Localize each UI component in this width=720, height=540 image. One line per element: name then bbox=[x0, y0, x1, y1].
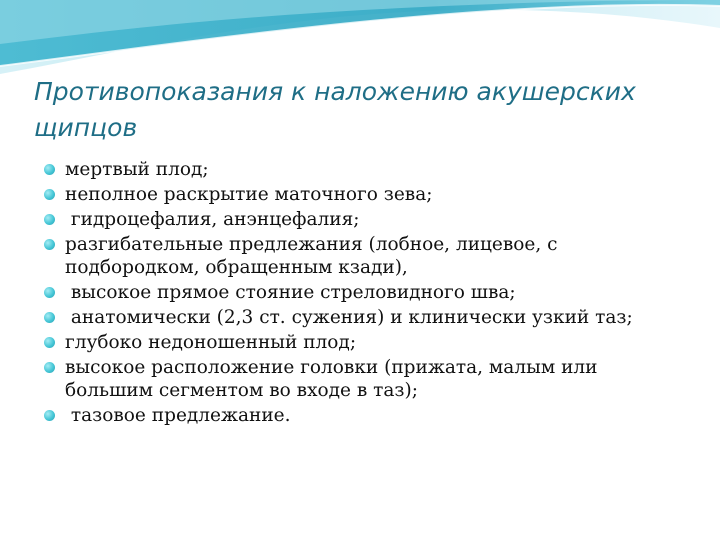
bullet-icon bbox=[44, 189, 55, 200]
list-item bbox=[44, 331, 684, 354]
list-item-text: мертвый плод; bbox=[65, 159, 209, 180]
bullet-icon bbox=[44, 312, 55, 323]
list-item bbox=[44, 183, 684, 206]
bullet-icon bbox=[44, 164, 55, 175]
header-wave-decoration bbox=[0, 0, 720, 80]
bullet-list bbox=[44, 158, 684, 429]
list-item-text: неполное раскрытие маточного зева; bbox=[65, 184, 433, 205]
list-item bbox=[44, 306, 684, 329]
bullet-icon bbox=[44, 410, 55, 421]
list-item bbox=[44, 233, 684, 279]
list-item bbox=[44, 158, 684, 181]
list-item bbox=[44, 356, 684, 402]
bullet-icon bbox=[44, 239, 55, 250]
list-item-text: гидроцефалия, анэнцефалия; bbox=[65, 209, 360, 230]
bullet-icon bbox=[44, 337, 55, 348]
list-item bbox=[44, 404, 684, 427]
list-item-text: высокое прямое стояние стреловидного шва; bbox=[65, 282, 516, 303]
bullet-icon bbox=[44, 362, 55, 373]
slide-title: Противопоказания к наложению акушерских щипцов bbox=[34, 77, 636, 142]
list-item-text: высокое расположение головки (прижата, малым или большим сегментом во входе в таз); bbox=[65, 357, 598, 401]
list-item-text: глубоко недоношенный плод; bbox=[65, 332, 357, 353]
list-item bbox=[44, 281, 684, 304]
bullet-icon bbox=[44, 287, 55, 298]
list-item-text: тазовое предлежание. bbox=[65, 405, 291, 426]
bullet-icon bbox=[44, 214, 55, 225]
list-item-text: анатомически (2,3 ст. сужения) и клинически узкий таз; bbox=[65, 307, 633, 328]
list-item bbox=[44, 208, 684, 231]
list-item-text: разгибательные предлежания (лобное, лицевое, с подбородком, обращенным кзади), bbox=[65, 234, 558, 278]
